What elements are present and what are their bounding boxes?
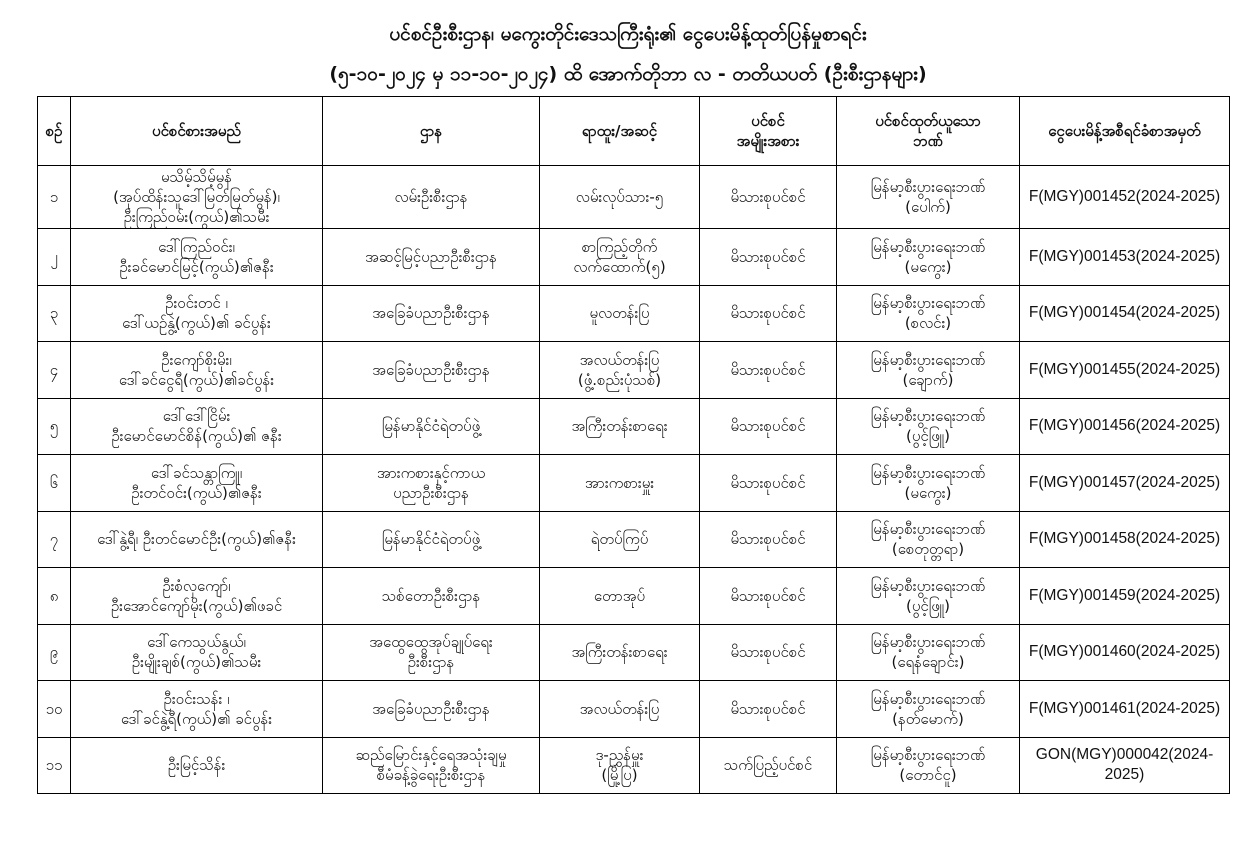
cell-reference: F(MGY)001460(2024-2025) [1020,624,1230,681]
cell-department [323,398,540,455]
cell-department [323,342,540,399]
header-bank-line1: ပင်စင်ထုတ်ယူသော [875,112,981,130]
cell-name [71,681,323,738]
cell-department-line: ပညာဦးစီးဌာန [393,483,469,502]
table-row [38,285,1230,342]
cell-department-line: စီမံခန့်ခွဲရေးဦးစီးဌာန [376,766,486,785]
cell-department [323,568,540,625]
header-pension-type [700,97,837,166]
cell-name-line: ဒေါ်ခင်သန္တာကြူ၊ [150,463,243,482]
cell-bank-line: မြန်မာ့စီးပွားရေးဘဏ် [870,689,986,708]
cell-bank-line: (စေတုတ္တရာ) [891,540,965,559]
cell-name-line: ဦးဝင်းတင် ၊ [165,294,228,313]
header-pension-type-line1: ပင်စင် [751,112,785,130]
cell-rank-line: အလယ်တန်းပြ [579,699,660,718]
cell-department [323,166,540,229]
cell-bank [837,398,1020,455]
cell-rank-line: (ဖွံ့.စည်းပုံသစ်) [577,370,662,389]
cell-pension-type: မိသားစုပင်စင် [700,285,837,342]
cell-rank-line: အလယ်တန်းပြ [579,350,660,369]
cell-pension-type: မိသားစုပင်စင် [700,455,837,512]
cell-department [323,285,540,342]
header-name: ပင်စင်စားအမည် [71,97,323,166]
table-row [38,568,1230,625]
cell-pension-type: မိသားစုပင်စင် [700,229,837,286]
cell-rank [540,737,700,794]
cell-no: ၁ [38,166,71,229]
cell-bank-line: မြန်မာ့စီးပွားရေးဘဏ် [870,178,986,196]
cell-name-line: ဦးဝင်းသန်း ၊ [163,689,230,708]
cell-rank [540,455,700,512]
cell-no: ၅ [38,398,71,455]
cell-no: ၄ [38,342,71,399]
table-row [38,737,1230,794]
cell-name-line: ဦးခင်မောင်မြင့်(ကွယ်)၏ဇနီး [119,257,274,276]
cell-rank-line: စာကြည့်တိုက် [581,237,658,256]
cell-pension-type: သက်ပြည့်ပင်စင် [700,737,837,794]
cell-pension-type: မိသားစုပင်စင် [700,568,837,625]
header-rank: ရာထူး/အဆင့် [540,97,700,166]
cell-department [323,455,540,512]
table-row [38,681,1230,738]
cell-department [323,681,540,738]
cell-pension-type: မိသားစုပင်စင် [700,624,837,681]
table-row [38,511,1230,568]
header-pension-type-line2: အမျိုးအစား [736,132,800,150]
cell-rank [540,398,700,455]
cell-name [71,342,323,399]
cell-reference: F(MGY)001457(2024-2025) [1020,455,1230,512]
page-title: ပင်စင်ဦးစီးဌာန၊ မကွေးတိုင်းဒေသကြီးရုံး၏ ငွေပေးမိန့်ထုတ်ပြန်မှုစာရင်း [389,23,867,45]
cell-no: ၁၁ [38,737,71,794]
cell-name-line: ဦးစံလှကျော်၊ [162,576,231,595]
cell-department [323,737,540,794]
header-bank [837,97,1020,166]
cell-reference: F(MGY)001458(2024-2025) [1020,511,1230,568]
cell-department-line: အားကစားနှင့်ကာယ [376,463,486,482]
cell-bank-line: မြန်မာ့စီးပွားရေးဘဏ် [870,633,986,652]
cell-department [323,511,540,568]
page-subtitle: (၅-၁၀-၂၀၂၄ မှ ၁၁-၁၀-၂၀၂၄) ထိ အောက်တိုဘာ လ - တတိယပတ် (ဦးစီးဌာနများ) [329,63,927,85]
cell-no: ၂ [38,229,71,286]
cell-department-line: လမ်းဦးစီးဌာန [394,188,468,206]
cell-name-line: ဒေါ်ဒေါ်ငြိမ်း [162,407,231,426]
cell-rank-line: မူလတန်းပြ [589,304,650,323]
table-row [38,398,1230,455]
cell-rank-line: လမ်းလုပ်သား-၅ [575,188,664,206]
cell-bank-line: မြန်မာ့စီးပွားရေးဘဏ် [870,407,986,426]
cell-name [71,624,323,681]
cell-bank-line: (ချောက်) [902,370,954,389]
cell-name-line: ဦးကျော်စိုးမိုး၊ [161,350,232,369]
cell-bank [837,511,1020,568]
table-row [38,624,1230,681]
cell-reference: F(MGY)001456(2024-2025) [1020,398,1230,455]
cell-bank [837,229,1020,286]
cell-no: ၇ [38,511,71,568]
cell-bank-line: မြန်မာ့စီးပွားရေးဘဏ် [870,350,986,369]
cell-bank [837,166,1020,229]
cell-name [71,455,323,512]
cell-name-line: ဦးတင်ဝင်း(ကွယ်)၏ဇနီး [131,483,262,502]
cell-name [71,737,323,794]
cell-bank [837,681,1020,738]
cell-name-line: မသိမ့်သိမ့်မွန် [160,168,233,186]
cell-bank [837,342,1020,399]
cell-rank [540,285,700,342]
cell-reference: F(MGY)001455(2024-2025) [1020,342,1230,399]
cell-name-line: (အုပ်ထိန်းသူဒေါ်မြတ်မြတ်မွန်)၊ [113,188,280,206]
cell-no: ၉ [38,624,71,681]
header-department: ဌာန [323,97,540,166]
cell-bank-line: (ပွင့်ဖြူ) [906,596,950,615]
cell-reference: GON(MGY)000042(2024-2025) [1020,737,1230,794]
cell-rank-line: ဒု-ညွှန်မှူး [595,746,644,765]
cell-name [71,285,323,342]
cell-rank [540,511,700,568]
cell-bank [837,568,1020,625]
cell-name [71,511,323,568]
cell-rank-line: လက်ထောက်(၅) [573,257,666,276]
cell-name-line: ဦးအောင်ကျော်မိုး(ကွယ်)၏ဖခင် [110,596,283,615]
cell-bank-line: မြန်မာ့စီးပွားရေးဘဏ် [870,576,986,595]
cell-department-line: ဆည်မြောင်းနှင့်ရေအသုံးချမှု [355,746,507,765]
cell-name-line: ဒေါ်နွဲ့ရီ၊ ဦးတင်မောင်ဦး(ကွယ်)၏ဇနီး [97,530,296,549]
cell-department [323,624,540,681]
table-header-row [38,97,1230,166]
cell-rank-line: တောအုပ် [593,586,646,605]
cell-no: ၃ [38,285,71,342]
cell-reference: F(MGY)001461(2024-2025) [1020,681,1230,738]
cell-bank-line: (စလင်း) [904,314,952,333]
cell-bank-line: (နတ်မောက်) [892,709,964,728]
cell-rank-line: အကြီးတန်းစာရေး [571,643,668,662]
cell-bank-line: မြန်မာ့စီးပွားရေးဘဏ် [870,520,986,539]
cell-name [71,166,323,229]
header-reference: ငွေပေးမိန့်အစီရင်ခံစာအမှတ် [1020,97,1230,166]
cell-name-line: ဒေါ်ယဉ်နွဲ့(ကွယ်)၏ ခင်ပွန်း [122,314,271,333]
cell-bank [837,285,1020,342]
cell-department-line: မြန်မာနိုင်ငံရဲတပ်ဖွဲ့ [381,417,481,436]
cell-pension-type: မိသားစုပင်စင် [700,166,837,229]
cell-pension-type: မိသားစုပင်စင် [700,681,837,738]
cell-name-line: ဦးမြင့်သိန်း [167,756,226,775]
cell-name-line: ဦးကြည်ဝမ်း(ကွယ်)၏သမီး [123,208,270,226]
cell-name-line: ဦးမျိုးချစ်(ကွယ်)၏သမီး [131,653,262,672]
cell-rank [540,229,700,286]
cell-bank-line: (မကွေး) [904,483,952,502]
header-bank-line2: ဘဏ် [913,132,943,150]
cell-bank-line: (တောင်ငူ) [899,766,957,785]
cell-rank-line: ရဲတပ်ကြပ် [590,530,649,549]
cell-rank [540,166,700,229]
cell-reference: F(MGY)001454(2024-2025) [1020,285,1230,342]
table-row [38,455,1230,512]
cell-bank-line: (ရေနံချောင်း) [891,653,965,672]
cell-name-line: ဦးမောင်မောင်စိန်(ကွယ်)၏ ဇနီး [111,427,282,446]
cell-name-line: ဒေါ်ခင်ငွေရီ(ကွယ်)၏ခင်ပွန်း [118,370,275,389]
cell-rank-line: (မြို့ပြ) [601,766,638,785]
cell-name-line: ဒေါ်ခင်နွဲ့ရီ(ကွယ်)၏ ခင်ပွန်း [120,709,273,728]
cell-name [71,568,323,625]
cell-no: ၁၀ [38,681,71,738]
table-row [38,166,1230,229]
cell-bank [837,737,1020,794]
cell-reference: F(MGY)001453(2024-2025) [1020,229,1230,286]
cell-rank-line: အားကစားမှူး [584,473,655,492]
cell-rank [540,624,700,681]
cell-department-line: မြန်မာနိုင်ငံရဲတပ်ဖွဲ့ [381,530,481,549]
cell-bank-line: မြန်မာ့စီးပွားရေးဘဏ် [870,463,986,482]
cell-bank [837,624,1020,681]
cell-department-line: အခြေခံပညာဦးစီးဌာန [372,304,490,323]
cell-department-line: အဆင့်မြင့်ပညာဦးစီးဌာန [365,247,497,266]
cell-bank-line: မြန်မာ့စီးပွားရေးဘဏ် [870,294,986,313]
cell-department-line: ဦးစီးဌာန [407,653,455,672]
cell-reference: F(MGY)001459(2024-2025) [1020,568,1230,625]
cell-bank-line: (မကွေး) [904,257,952,276]
cell-rank [540,568,700,625]
cell-name [71,398,323,455]
cell-no: ၆ [38,455,71,512]
cell-bank-line: မြန်မာ့စီးပွားရေးဘဏ် [870,746,986,765]
cell-bank [837,455,1020,512]
cell-bank-line: (ပွင့်ဖြူ) [906,427,950,446]
cell-bank-line: (ပေါက်) [905,198,951,216]
pension-table [37,96,1230,794]
cell-department [323,229,540,286]
cell-pension-type: မိသားစုပင်စင် [700,511,837,568]
cell-no: ၈ [38,568,71,625]
cell-name [71,229,323,286]
cell-department-line: အခြေခံပညာဦးစီးဌာန [372,360,490,379]
cell-pension-type: မိသားစုပင်စင် [700,342,837,399]
cell-department-line: အခြေခံပညာဦးစီးဌာန [372,699,490,718]
cell-name-line: ဒေါ်ကြည်ဝင်း၊ [158,237,235,256]
table-row [38,342,1230,399]
cell-pension-type: မိသားစုပင်စင် [700,398,837,455]
cell-reference: F(MGY)001452(2024-2025) [1020,166,1230,229]
cell-department-line: အထွေထွေအုပ်ချုပ်ရေး [369,633,493,652]
cell-department-line: သစ်တောဦးစီးဌာန [381,586,481,605]
table-row [38,229,1230,286]
header-no: စဉ် [38,97,71,166]
cell-rank [540,342,700,399]
cell-bank-line: မြန်မာ့စီးပွားရေးဘဏ် [870,237,986,256]
cell-name-line: ဒေါ်ကေသွယ်နွယ်၊ [147,633,246,652]
cell-rank-line: အကြီးတန်းစာရေး [571,417,668,436]
cell-rank [540,681,700,738]
